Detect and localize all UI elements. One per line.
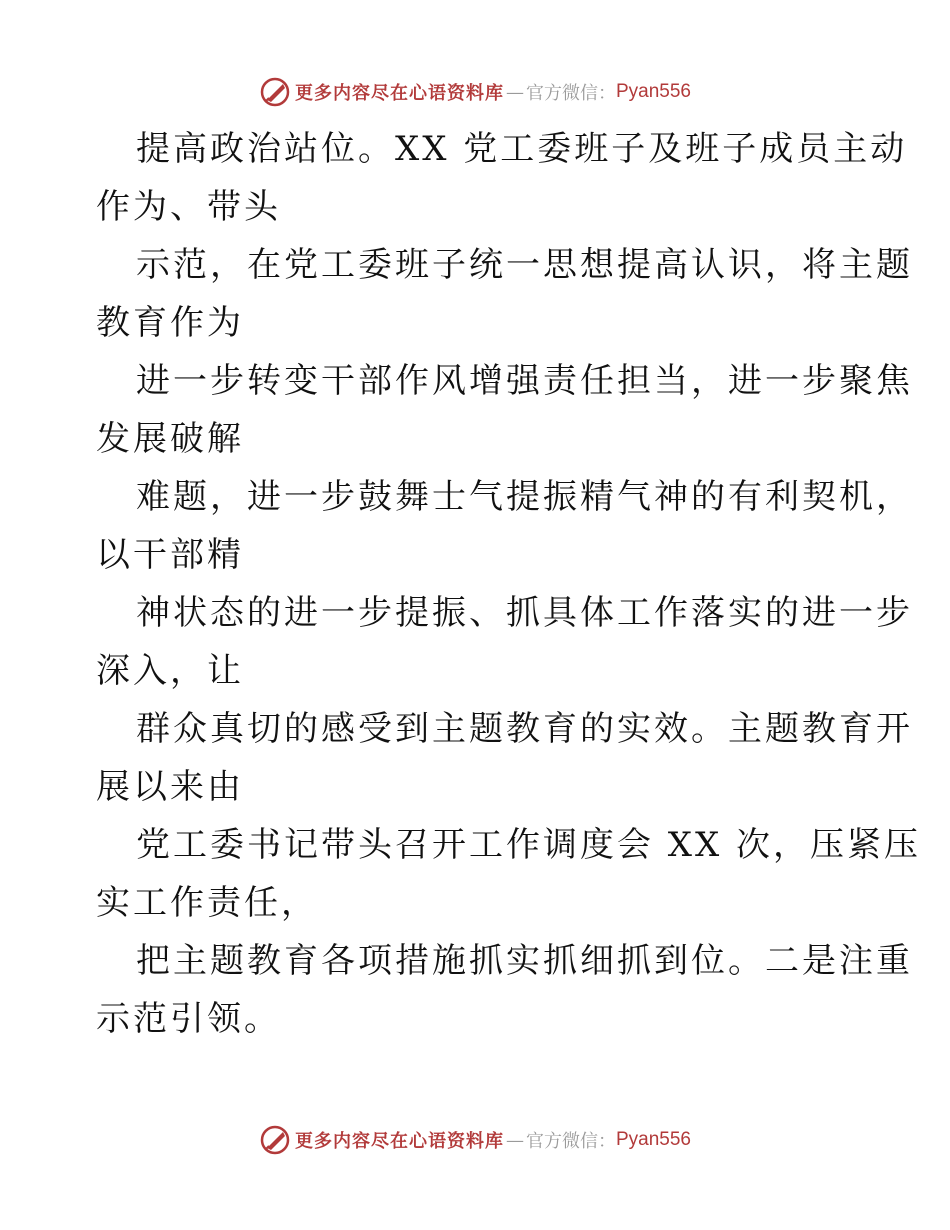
- body-line: 深入，让: [96, 651, 244, 691]
- body-line: 进一步转变干部作风增强责任担当，进一步聚焦: [136, 361, 913, 401]
- body-line: 示范，在党工委班子统一思想提高认识，将主题: [136, 245, 913, 285]
- document-body: [96, 120, 922, 1048]
- body-line: 发展破解: [96, 419, 244, 459]
- body-line: 难题，进一步鼓舞士气提振精气神的有利契机，: [136, 477, 913, 517]
- header-wechat-id: Pyan556: [615, 81, 691, 102]
- footer-dash: —: [505, 1129, 524, 1151]
- quill-logo-icon: [259, 76, 291, 108]
- page-header-watermark: [0, 72, 950, 112]
- header-dash: —: [505, 81, 524, 103]
- body-line: 提高政治站位。XX 党工委班子及班子成员主动: [136, 129, 908, 169]
- body-line: 示范引领。: [96, 999, 281, 1039]
- body-line: 实工作责任，: [96, 883, 318, 923]
- body-line: 把主题教育各项措施抓实抓细抓到位。二是注重: [136, 941, 913, 981]
- quill-logo-icon: [259, 1124, 291, 1156]
- body-line: 党工委书记带头召开工作调度会 XX 次，压紧压: [136, 825, 922, 865]
- footer-brand: 更多内容尽在心语资料库: [294, 1131, 504, 1152]
- body-line: 教育作为: [96, 303, 244, 343]
- header-brand: 更多内容尽在心语资料库: [294, 83, 504, 104]
- body-line: 以干部精: [96, 535, 244, 575]
- body-line: 神状态的进一步提振、抓具体工作落实的进一步: [136, 593, 913, 633]
- page-footer-watermark: [0, 1120, 950, 1160]
- header-wechat-label: 官方微信：: [525, 83, 616, 104]
- body-line: 作为、带头: [96, 187, 281, 227]
- body-line: 展以来由: [96, 767, 244, 807]
- footer-wechat-label: 官方微信：: [525, 1131, 616, 1152]
- footer-wechat-id: Pyan556: [615, 1129, 691, 1150]
- body-line: 群众真切的感受到主题教育的实效。主题教育开: [136, 709, 913, 749]
